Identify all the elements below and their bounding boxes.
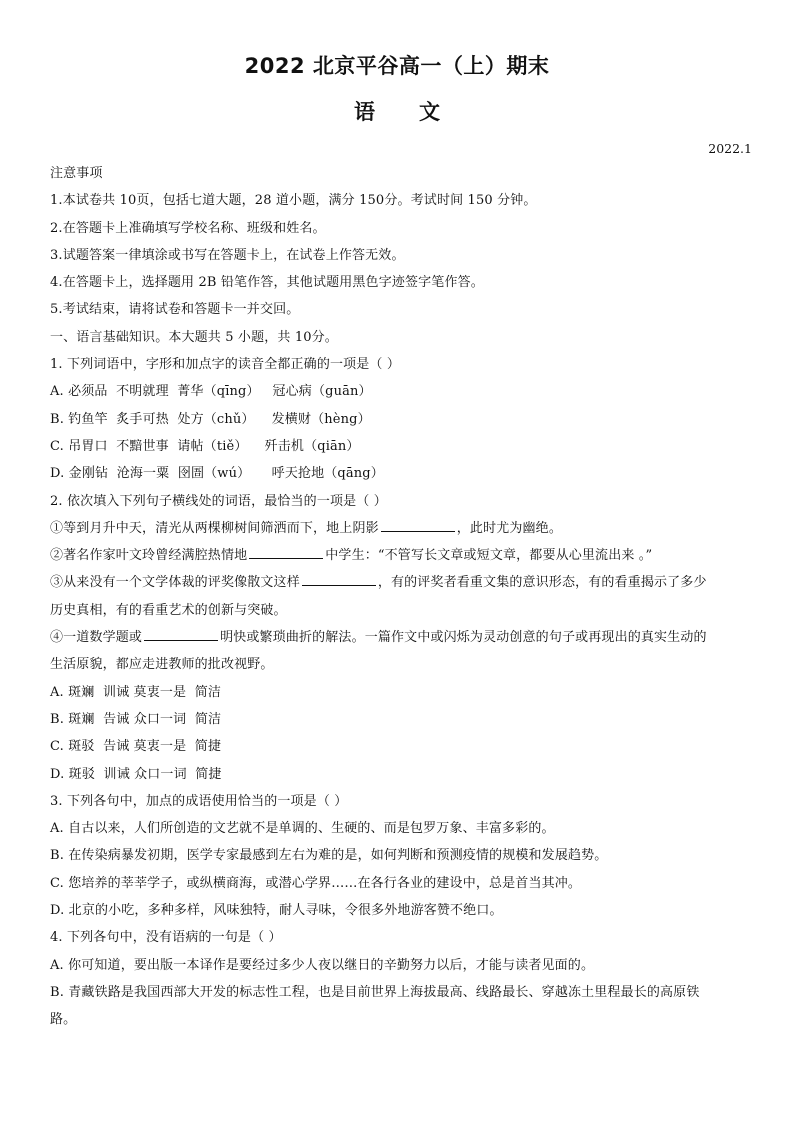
question-2-sentence-2	[50, 542, 750, 569]
sentence-text: ②著名作家叶文玲曾经满腔热情地	[50, 548, 248, 564]
question-1-option-d: D. 金刚钻 沧海一粟 囹圄（wú） 呼天抢地（qāng）	[50, 466, 384, 482]
question-4-option-b-cont: 路。	[50, 1012, 77, 1028]
question-1-stem: 1. 下列词语中，字形和加点字的读音全都正确的一项是（ ）	[50, 357, 401, 373]
question-3-stem: 3. 下列各句中，加点的成语使用恰当的一项是（ ）	[50, 793, 348, 809]
subject-heading	[0, 96, 794, 126]
question-4-stem: 4. 下列各句中，没有语病的一句是（ ）	[50, 930, 282, 946]
question-1-option-a: A. 必须品 不明就理 菁华（qīng） 冠心病（guān）	[50, 384, 372, 400]
question-3-option-a: A. 自古以来，人们所创造的文艺就不是单调的、生硬的、而是包罗万象、丰富多彩的。	[50, 821, 555, 837]
question-2-sentence-4-cont: 生活原貌，都应走进教师的批改视野。	[50, 657, 274, 673]
sentence-text: 中学生：“不管写长文章或短文章，都要从心里流出来 。”	[325, 548, 653, 564]
note-item: 1.本试卷共 10页，包括七道大题，28 道小题，满分 150分。考试时间 150 分钟。	[50, 193, 537, 209]
question-3-option-b: B. 在传染病暴发初期，医学专家最感到左右为难的是，如何判断和预测疫情的规模和发展趋势。	[50, 848, 608, 864]
sentence-text: 明快或繁琐曲折的解法。一篇作文中或闪烁为灵动创意的句子或再现出的真实生动的	[220, 630, 707, 646]
fill-blank	[144, 628, 218, 641]
question-2-sentence-3	[50, 569, 750, 596]
question-3-option-d: D. 北京的小吃，多种多样，风味独特，耐人寻味，令很多外地游客赞不绝口。	[50, 903, 503, 919]
question-2-option-c: C. 斑驳 告诫 莫衷一是 简捷	[50, 739, 222, 755]
fill-blank	[249, 546, 323, 559]
exam-body	[50, 160, 750, 1034]
question-2-option-a: A. 斑斓 训诫 莫衷一是 简洁	[50, 684, 222, 700]
question-3-option-c: C. 您培养的莘莘学子，或纵横商海，或潜心学界……在各行各业的建设中，总是首当其冲。	[50, 875, 582, 891]
sentence-text: ④一道数学题或	[50, 630, 143, 646]
exam-title: 2022 北京平谷高一（上）期末	[244, 54, 550, 78]
section-heading: 一、语言基础知识。本大题共 5 小题，共 10分。	[50, 329, 338, 345]
note-item: 3.试题答案一律填涂或书写在答题卡上，在试卷上作答无效。	[50, 247, 405, 263]
subject-char-2: 文	[419, 100, 440, 124]
question-2-sentence-1	[50, 515, 750, 542]
sentence-text: ，此时尤为幽绝。	[456, 520, 562, 536]
sentence-text: ，有的评奖者看重文集的意识形态，有的看重揭示了多少	[377, 575, 707, 591]
question-2-option-d: D. 斑驳 训诫 众口一词 简捷	[50, 766, 222, 782]
notes-heading: 注意事项	[50, 166, 103, 181]
question-2-sentence-4	[50, 624, 750, 651]
question-1-option-b: B. 钓鱼竿 炙手可热 处方（chǔ） 发横财（hèng）	[50, 411, 371, 427]
question-1-option-c: C. 吊胃口 不黯世事 请帖（tiě） 歼击机（qiān）	[50, 438, 360, 454]
note-item: 2.在答题卡上准确填写学校名称、班级和姓名。	[50, 220, 326, 236]
subject-char-1: 语	[354, 100, 375, 124]
sentence-text: ③从来没有一个文学体裁的评奖像散文这样	[50, 575, 300, 591]
note-item: 4.在答题卡上，选择题用 2B 铅笔作答，其他试题用黑色字迹签字笔作答。	[50, 275, 484, 291]
question-4-option-a: A. 你可知道，要出版一本译作是要经过多少人夜以继日的辛勤努力以后，才能与读者见面的。	[50, 957, 595, 973]
question-2-option-b: B. 斑斓 告诫 众口一词 简洁	[50, 711, 222, 727]
fill-blank	[302, 573, 376, 586]
exam-date: 2022.1	[708, 141, 752, 156]
fill-blank	[381, 519, 455, 532]
question-4-option-b: B. 青藏铁路是我国西部大开发的标志性工程，也是目前世界上海拔最高、线路最长、穿越冻土里程最长的高原铁	[50, 984, 700, 1000]
question-2-stem: 2. 依次填入下列句子横线处的词语，最恰当的一项是（ ）	[50, 493, 387, 509]
question-2-sentence-3-cont: 历史真相，有的看重艺术的创新与突破。	[50, 602, 287, 618]
sentence-text: ①等到月升中天，清光从两棵柳树间筛洒而下，地上阴影	[50, 520, 379, 536]
note-item: 5.考试结束，请将试卷和答题卡一并交回。	[50, 302, 300, 318]
